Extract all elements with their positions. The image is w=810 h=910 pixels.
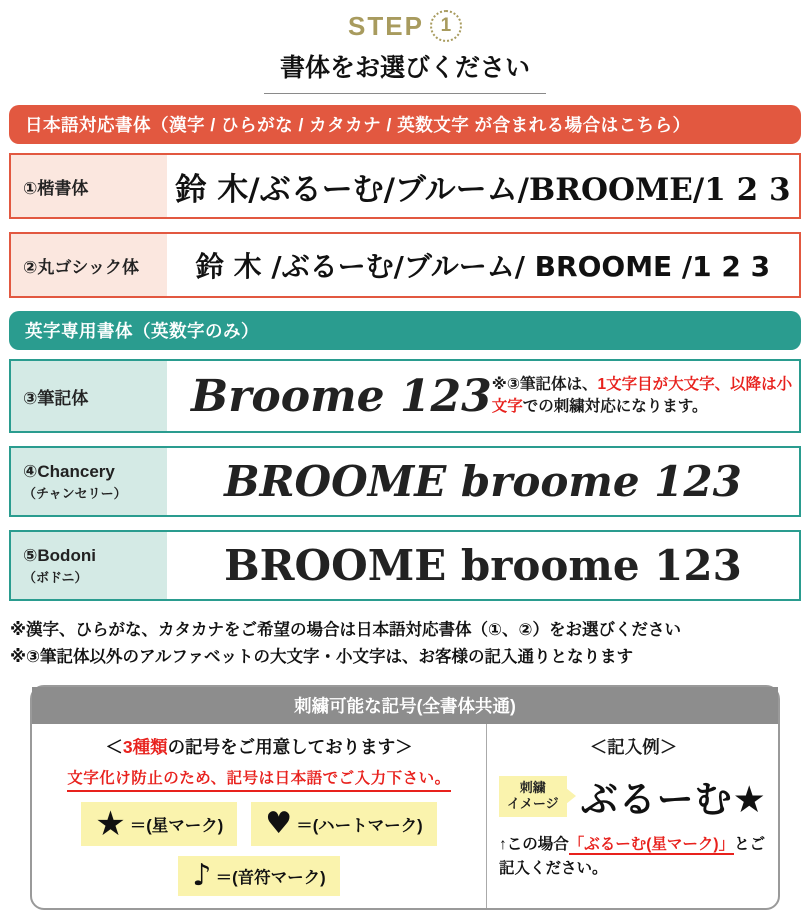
example-embroidery-text: ぶるーむ★ [580, 778, 767, 822]
font-row-kaisho [9, 153, 801, 219]
font-sublabel-text: （チャンセリー） [23, 485, 127, 501]
font-sample-kaisho: 鈴 木/ぶるーむ/ブルーム/BROOME/1 2 3 [175, 171, 791, 208]
font-sample-area [167, 532, 799, 599]
badge-line1: 刺繍 [519, 779, 546, 795]
symbols-heading [40, 734, 478, 759]
japanese-fonts-banner: 日本語対応書体（漢字 / ひらがな / カタカナ / 英数文字 が含まれる場合はこちら） [9, 105, 801, 144]
font-sample-chancery: BROOME broome 123 [224, 457, 742, 506]
title-row [0, 48, 810, 94]
note-text [492, 374, 796, 419]
font-row-bodoni [9, 530, 801, 601]
font-label-text: ③筆記体 [23, 388, 89, 408]
symbols-warning: 文字化け防止のため、記号は日本語でご入力下さい。 [67, 766, 450, 792]
step-label: STEP [348, 10, 424, 41]
footnotes [10, 617, 800, 671]
font-label-text: ②丸ゴシック体 [23, 257, 140, 277]
star-icon: ★ [95, 804, 126, 845]
font-row-script [9, 359, 801, 433]
symbol-chip-star [81, 802, 237, 846]
font-sample-area [167, 448, 799, 515]
font-sample-bodoni: BROOME broome 123 [224, 541, 742, 590]
page-title: 書体をお選びください [264, 48, 546, 94]
symbol-chip-heart [251, 802, 436, 846]
font-label-text: ⑤Bodoni [23, 545, 96, 565]
note-red: 1文字目が大文字、以降は小文字 [491, 375, 793, 415]
step-header [0, 6, 810, 46]
note-suffix: での刺繍対応になります。 [522, 398, 708, 415]
example-caption [499, 833, 768, 880]
font-label-chancery [11, 448, 167, 515]
example-heading: ＜記入例＞ [589, 737, 678, 758]
symbol-label: ＝(音符マーク) [215, 869, 326, 888]
example-row [499, 769, 768, 823]
font-label-marugothic [11, 234, 167, 296]
music-note-icon: ♪ [192, 858, 212, 894]
symbols-heading-suffix: の記号をご用意しております＞ [167, 737, 413, 758]
symbols-list-panel [32, 724, 486, 908]
symbol-label: ＝(星マーク) [129, 817, 224, 836]
font-sample-area [167, 361, 492, 431]
font-sample-marugothic: 鈴 木 /ぶるーむ/ブルーム/ BROOME /1 2 3 [195, 250, 771, 283]
symbols-heading-prefix: ＜ [105, 737, 123, 758]
embroidery-image-badge [499, 776, 567, 818]
caption-prefix: ↑この場合 [499, 836, 569, 854]
font-label-text: ①楷書体 [23, 178, 89, 198]
symbol-chip-row-2 [40, 856, 478, 896]
footnote-1: ※漢字、ひらがな、カタカナをご希望の場合は日本語対応書体（①、②）をお選びください [10, 621, 681, 639]
font-label-script [11, 361, 167, 431]
badge-line2: イメージ [507, 796, 559, 812]
symbols-heading-red: 3種類 [122, 737, 168, 758]
heart-icon: ♥ [265, 806, 293, 842]
font-sample-script: Broome 123 [191, 370, 492, 422]
font-sample-area [167, 155, 799, 217]
symbol-chip-row-1 [40, 802, 478, 846]
font-row-marugothic [9, 232, 801, 298]
footnote-2: ※③筆記体以外のアルファベットの大文字・小文字は、お客様の記入通りとなります [10, 648, 634, 667]
symbols-box-body [32, 724, 778, 908]
symbols-box-title: 刺繍可能な記号(全書体共通) [32, 687, 778, 724]
font-sublabel-text: （ボドニ） [23, 569, 88, 585]
script-font-note [492, 361, 804, 431]
caption-red: 「ぶるーむ(星マーク)」 [568, 836, 735, 854]
font-label-bodoni [11, 532, 167, 599]
example-panel [486, 724, 778, 908]
step-number-badge: 1 [430, 10, 462, 42]
english-fonts-banner: 英字専用書体（英数字のみ） [9, 311, 801, 350]
note-prefix: ※③筆記体は、 [491, 375, 598, 393]
font-sample-area [167, 234, 799, 296]
symbol-label: ＝(ハートマーク) [296, 817, 423, 836]
symbols-box [30, 685, 780, 910]
symbol-chip-note [178, 856, 339, 896]
font-label-text: ④Chancery [23, 461, 115, 481]
font-label-kaisho [11, 155, 167, 217]
caption-suffix: とご記入ください。 [499, 836, 766, 877]
font-row-chancery [9, 446, 801, 517]
